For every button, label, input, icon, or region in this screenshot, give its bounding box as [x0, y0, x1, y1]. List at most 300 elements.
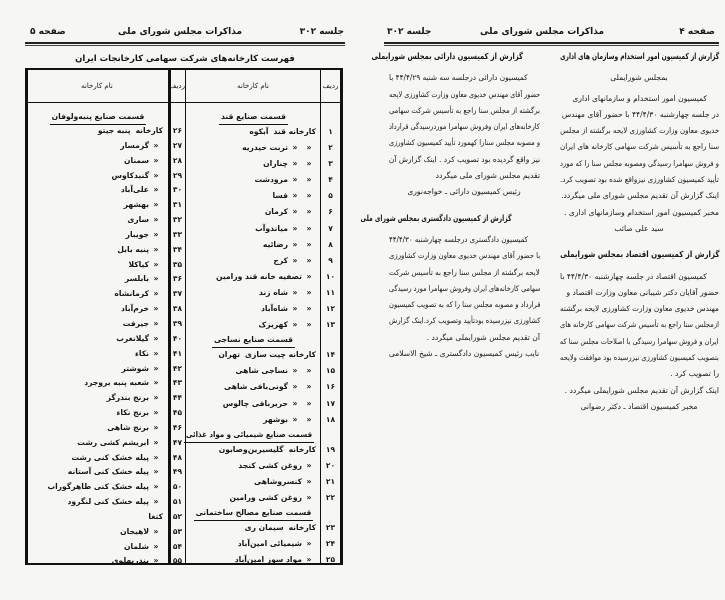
factory-name: جویبار	[125, 229, 149, 239]
ditto-mark: «	[153, 170, 159, 180]
report-line	[559, 317, 719, 333]
report-line-text: کمیسیون اقتصاد در جلسه چهارشنبه ۴۴/۴/۳۰ با	[560, 271, 707, 281]
report-title-text: گزارش از کمیسیون دارائی بمجلس شورایملی	[371, 51, 523, 61]
factories-table	[25, 68, 343, 565]
table-row	[30, 362, 183, 377]
ditto-mark: «	[306, 159, 312, 169]
ditto-mark: «	[306, 398, 312, 408]
row-content	[107, 391, 166, 406]
table-row	[30, 406, 183, 421]
row-number: ۵۳	[172, 526, 183, 536]
row-number: ۲۷	[172, 140, 183, 150]
report-signature-text: سید علی صائب	[614, 223, 664, 233]
row-content	[84, 376, 166, 391]
row-number: ۵۵	[172, 556, 183, 566]
report-line-text: لایحه برگشته از مجلس سنا راجع به تأسیس شرکت	[389, 267, 540, 277]
row-number: ۱۰	[325, 271, 336, 281]
report-line	[559, 107, 719, 123]
ditto-mark: «	[153, 482, 159, 492]
table-title: فهرست کارخانه‌های شرکت سهامی کارخانجات ایران	[75, 54, 295, 64]
row-content	[120, 139, 166, 154]
table-row	[188, 458, 336, 474]
row-content	[107, 421, 166, 436]
factory-prefix: کارخانه چیت سازی	[245, 350, 316, 360]
row-number: ۲۵	[325, 555, 336, 565]
row-content	[98, 124, 166, 139]
row-number: ۳۸	[172, 304, 183, 314]
report-title	[559, 48, 719, 64]
ditto-mark: «	[153, 437, 159, 447]
report-title-text: گزارش از کمیسیون دادگستری بمجلس شورای ملی	[360, 212, 512, 223]
running-title: مذاکرات مجلس شورای ملی	[479, 27, 605, 37]
table-row	[188, 552, 336, 568]
ditto-mark: «	[153, 408, 159, 418]
table-row	[30, 272, 183, 287]
report-line	[388, 70, 540, 86]
table-row	[188, 172, 333, 188]
factory-name: بندرپهلوی	[111, 556, 149, 566]
row-content	[263, 156, 319, 172]
ditto-mark: «	[292, 382, 298, 392]
factory-name: پیله خشک کنی آستانه	[67, 467, 149, 477]
report-line-text: مخبر کمیسیون امور استخدام وسازمانهای اداری .	[564, 207, 719, 217]
ditto-mark: «	[306, 271, 312, 281]
row-content	[238, 536, 319, 552]
section-heading-label: قسمت صنایع نساجی	[212, 333, 295, 348]
row-content	[128, 258, 166, 273]
ditto-mark: «	[292, 223, 298, 233]
report-line-text: ایران و فروش سهامرا رسیدگی با اصلاحات مجلس سنا که	[560, 336, 719, 346]
factory-name: پنبه جیتو	[97, 126, 131, 135]
report-subtitle	[559, 70, 719, 86]
ditto-mark: «	[306, 539, 312, 549]
row-number: ۳۶	[172, 274, 183, 284]
right-factory-list	[185, 110, 336, 568]
report-line	[559, 383, 719, 399]
factory-name: گرمسار	[120, 140, 149, 150]
ditto-mark: «	[306, 320, 312, 330]
table-row	[30, 287, 183, 302]
row-content	[112, 169, 166, 184]
ditto-mark: «	[292, 304, 298, 314]
ditto-mark: «	[306, 492, 312, 502]
section-heading-label: قسمت صنایع مصالح ساختمانی	[194, 506, 314, 521]
report-line-text: حضور آقایان دکتر شیبانی معاون وزارت اقتصاد و	[566, 287, 719, 297]
report-line	[388, 232, 540, 248]
report-title-text: گزارش از کمیسیون امور استخدام وسازمان های اداری	[559, 51, 719, 61]
ditto-mark: «	[153, 318, 159, 328]
factory-name: برنج نکاء	[116, 408, 149, 418]
factory-name: شاه زند	[258, 287, 288, 297]
table-row	[30, 243, 183, 258]
row-content	[127, 213, 166, 228]
factory-name: گلیسیرین‌وصابون	[218, 444, 284, 454]
row-content	[245, 520, 319, 536]
table-row	[30, 495, 183, 510]
ditto-mark: «	[292, 175, 298, 185]
ditto-mark: «	[306, 287, 312, 297]
table-row	[30, 480, 183, 495]
ditto-mark: «	[306, 239, 312, 249]
ditto-mark: «	[153, 304, 159, 314]
row-number: ۲۱	[325, 476, 336, 486]
report-line	[388, 152, 540, 168]
ditto-mark: «	[292, 255, 298, 265]
report-line-text: سهامی کارخانه‌های ایران وفروش سهامرا مورد رسیدگی	[388, 283, 540, 293]
table-row	[188, 140, 333, 156]
name-header: نام کارخانه	[237, 82, 269, 90]
report-line	[388, 87, 540, 103]
report-line	[559, 269, 719, 285]
table-row	[30, 540, 183, 555]
row-number: ۱۱	[325, 287, 336, 297]
section-heading-label: قسمت صنایع شیمیائی و مواد غذائی	[184, 428, 314, 443]
row-number: ۴۱	[172, 348, 183, 358]
ditto-mark: «	[153, 348, 159, 358]
factory-name: شوشتر	[121, 363, 149, 373]
report-line-text: خدیوی معاون وزارت کشاورزی لایحه برگشته از مجلس	[559, 126, 719, 136]
factory-name: خرم‌آباد	[121, 304, 149, 314]
report-line	[388, 297, 540, 313]
row-content	[135, 347, 166, 362]
factory-name: پیله خشک کنی لنگرود	[67, 497, 149, 507]
table-row	[188, 347, 336, 363]
row-content	[71, 451, 166, 466]
report-line	[559, 205, 719, 221]
report-line-text: تقدیم مجلس شورای ملی میگردد	[435, 171, 540, 181]
row-number: ۱۸	[325, 414, 336, 424]
factory-prefix: کارخانه	[288, 444, 316, 454]
row-number: ۲۲	[325, 492, 336, 502]
table-row	[30, 525, 183, 540]
report-line	[559, 301, 719, 317]
ditto-mark: «	[306, 223, 312, 233]
report-line-text: نیز واقع گردیده بود تصویب کرد . اینک گزارش آن	[388, 154, 540, 164]
table-row	[188, 490, 336, 506]
report-line-text: کشاورزی نیزرسیده بودتأیید وتصویب کرد.اینک گزارش	[388, 316, 540, 326]
row-number: ۳۷	[172, 289, 183, 299]
factory-name: تربت حیدریه	[242, 143, 288, 153]
factory-name: جیرفت	[122, 318, 149, 328]
ditto-mark: «	[153, 289, 159, 299]
row-number: ۴۴	[172, 393, 183, 403]
report-signature	[559, 399, 719, 415]
section-heading	[188, 333, 319, 347]
factory-name: حریربافی چالوس	[222, 398, 288, 408]
ditto-mark: «	[153, 422, 159, 432]
row-number: ۱۴	[325, 350, 336, 360]
section-heading	[30, 110, 166, 124]
left-page	[0, 0, 362, 600]
row-content	[68, 465, 166, 480]
factory-name: آبکوه	[249, 127, 269, 136]
report-signature	[559, 221, 719, 237]
row-content	[124, 154, 166, 169]
row-number: ۱۷	[325, 398, 336, 408]
row-number: ۷	[328, 223, 333, 233]
table-row	[30, 198, 183, 213]
ditto-mark: «	[153, 333, 159, 343]
table-row	[188, 379, 336, 395]
table-row	[30, 154, 183, 169]
table-row	[30, 183, 183, 198]
ditto-mark: «	[153, 467, 159, 477]
table-row	[30, 465, 183, 480]
row-number: ۳۲	[172, 215, 183, 225]
row-number: ۲۹	[172, 170, 183, 180]
factory-name: پیله خشک کنی رشت	[71, 452, 149, 462]
factory-name: گونی‌بافی شاهی	[224, 382, 288, 392]
report-line-text: کارخانه‌های ایران وفروش سهامرا موردرسیدگی قرارداد	[389, 122, 540, 132]
factory-name: سمنان	[124, 155, 149, 165]
row-content	[265, 204, 319, 220]
table-row	[30, 510, 183, 525]
ditto-mark: «	[153, 200, 159, 210]
table-row	[188, 188, 333, 204]
column-divider	[185, 70, 186, 563]
row-content	[68, 495, 166, 510]
table-row	[188, 396, 336, 412]
row-number: ۵۱	[172, 497, 183, 507]
report-signature	[388, 346, 540, 362]
ditto-mark: «	[292, 159, 298, 169]
left-factory-list	[30, 110, 183, 569]
row-number: ۱۲	[325, 304, 336, 314]
factory-name: برنج شاهی	[107, 422, 149, 432]
table-row	[30, 139, 183, 154]
report-line-text: اینک گزارش آن تقدیم مجلس شورای ملی میگردد.	[561, 191, 719, 201]
factory-name: کهریزک	[258, 320, 288, 330]
report-line	[559, 156, 719, 172]
table-row	[188, 221, 333, 237]
table-row	[188, 285, 336, 301]
factory-name: لاهیجان	[120, 526, 149, 536]
factory-name: برنج بندرگز	[106, 393, 149, 403]
report-line	[559, 334, 719, 350]
factory-name: کیاکلا	[128, 259, 149, 269]
row-content	[121, 362, 166, 377]
report-line-text: تأیید کمیسیون کشاورزی نیزواقع شده بود تصویب کرد.	[560, 175, 719, 185]
ditto-mark: «	[306, 207, 312, 217]
row-content	[116, 406, 166, 421]
report-body	[388, 70, 540, 184]
factory-name: بوشهر	[263, 414, 288, 424]
table-row	[188, 442, 336, 458]
factory-name: مرودشت	[254, 175, 288, 185]
factory-name: گنبدکاوس	[111, 170, 149, 180]
ditto-mark: «	[153, 229, 159, 239]
ditto-mark: «	[292, 414, 298, 424]
row-number: ۴۶	[172, 422, 183, 432]
table-row	[30, 317, 183, 332]
ditto-mark: «	[153, 497, 159, 507]
report-line	[388, 248, 540, 264]
ditto-mark: «	[292, 239, 298, 249]
ditto-mark: «	[153, 244, 159, 254]
ditto-mark: «	[153, 259, 159, 269]
ditto-mark: «	[292, 143, 298, 153]
ditto-mark: «	[292, 366, 298, 376]
report-body	[559, 269, 719, 399]
section-heading	[188, 110, 319, 124]
row-number: ۲۸	[172, 155, 183, 165]
factory-name: نساجی شاهی	[235, 366, 288, 376]
report-line	[388, 265, 540, 281]
row-content	[254, 474, 319, 490]
row-number: ۴۹	[172, 467, 183, 477]
ditto-mark: «	[306, 255, 312, 265]
factory-name: کتغا	[148, 511, 163, 521]
ditto-mark: «	[306, 414, 312, 424]
ditto-mark: «	[153, 155, 159, 165]
factory-name: ابریشم کشی رشت	[77, 437, 149, 447]
ditto-mark: «	[306, 460, 312, 470]
ditto-mark: «	[306, 304, 312, 314]
report-line	[559, 139, 719, 155]
running-title: مذاکرات مجلس شورای ملی	[117, 27, 243, 37]
factory-name: بهشهر	[123, 200, 149, 210]
report-line-text: و فروش سهامرا رسیدگی ومصوبه مجلس سنا را که مورد	[560, 158, 719, 168]
factory-name: علی‌آباد	[120, 185, 149, 195]
report-line-text: حضور آقای مهندس خدیوی معاون وزارت کشاورزی لایحه	[388, 89, 540, 99]
row-content	[263, 237, 319, 253]
table-row	[30, 332, 183, 347]
table-row	[30, 347, 183, 362]
ditto-mark: «	[292, 320, 298, 330]
ditto-mark: «	[153, 378, 159, 388]
report-line-text: در جلسه چهارشنبه ۴۴/۴/۳۰ با حضور آقای مهندس	[561, 109, 719, 119]
table-row	[30, 451, 183, 466]
report-line-text: با حضور آقای مهندس خدیوی معاون وزارت کشاورزی	[388, 251, 540, 261]
row-content	[148, 510, 166, 525]
ditto-mark: «	[153, 363, 159, 373]
row-content	[47, 480, 166, 495]
factory-name: ساری	[127, 215, 149, 225]
name-header: نام کارخانه	[81, 82, 113, 90]
row-content	[123, 317, 166, 332]
ditto-mark: «	[306, 476, 312, 486]
report-signature-text: مخبر کمیسیون اقتصاد ـ دکتر رضوانی	[580, 401, 698, 411]
report-line	[559, 285, 719, 301]
report-line	[388, 135, 540, 151]
report-title-text: گزارش از کمیسیون اقتصاد بمجلس شورایملی	[559, 249, 719, 260]
row-number: ۵۰	[172, 482, 183, 492]
row-content	[126, 228, 166, 243]
factory-name: کرمان	[264, 207, 288, 217]
row-number: ۳۵	[172, 259, 183, 269]
row-number: ۹	[328, 255, 333, 265]
row-number: ۲۰	[325, 460, 336, 470]
row-content	[258, 317, 319, 333]
row-content	[77, 436, 166, 451]
header-rule	[25, 42, 345, 46]
factory-name: پیله خشک کنی طاهرگوراب	[47, 482, 149, 492]
report-line	[559, 91, 719, 107]
row-content	[121, 302, 166, 317]
table-row	[188, 156, 333, 172]
ditto-mark: «	[306, 143, 312, 153]
report-line-text: کمیسیون دارائی درجلسه سه شنبه ۴۴/۴/۲۹ با	[389, 73, 528, 83]
ditto-mark: «	[153, 541, 159, 551]
ditto-mark: «	[306, 382, 312, 392]
factory-name: گیلانغرب	[116, 333, 149, 343]
row-content	[125, 272, 166, 287]
right-page	[362, 0, 725, 600]
row-number: ۱۹	[325, 444, 336, 454]
table-row	[188, 253, 333, 269]
factory-name: بابلسر	[124, 274, 149, 284]
header-divider	[28, 102, 340, 103]
row-content	[120, 525, 166, 540]
factory-name: مواد سوز امین‌آباد	[234, 555, 302, 565]
row-number: ۳۴	[172, 244, 183, 254]
row-content	[238, 458, 319, 474]
table-row	[30, 554, 183, 569]
ditto-mark: «	[153, 556, 159, 566]
row-number: ۵۲	[172, 511, 183, 521]
row-content	[112, 554, 166, 569]
row-number: ۱۵	[325, 366, 336, 376]
table-row	[30, 421, 183, 436]
report-line-text: آن تقدیم مجلس شورایملی میگردد .	[426, 332, 540, 342]
row-content	[273, 253, 319, 269]
table-row	[30, 391, 183, 406]
row-number: ۱۳	[325, 320, 336, 330]
table-row	[30, 124, 183, 139]
report-signature-text: رئیس کمیسیون دارائی ـ خواجه‌نوری	[407, 187, 521, 197]
factory-name: شاه‌آباد	[260, 304, 288, 314]
table-row	[188, 536, 336, 552]
ditto-mark: «	[292, 398, 298, 408]
row-content	[117, 243, 166, 258]
report-title	[371, 48, 540, 64]
row-content	[261, 301, 319, 317]
row-content	[229, 490, 319, 506]
row-number: ۱	[328, 127, 333, 136]
report-line	[559, 366, 719, 382]
factory-prefix: کارخانه	[288, 523, 316, 533]
factory-name: کنسروشاهی	[254, 476, 302, 486]
ditto-mark: «	[306, 366, 312, 376]
row-number: ۲۳	[325, 523, 336, 533]
report-employment-commission	[559, 48, 719, 415]
row-number: ۴۷	[172, 437, 183, 447]
page-number: صفحه ۴	[679, 27, 715, 37]
report-body	[388, 232, 540, 346]
row-number: ۲۶	[172, 126, 183, 135]
report-line-text: مهندس خدیوی معاون وزارت کشاورزی لایحه برگشته	[560, 304, 719, 314]
factory-name: نکاء	[134, 348, 149, 358]
report-body	[559, 91, 719, 221]
row-content	[223, 396, 319, 412]
row-content	[216, 269, 319, 285]
table-row	[30, 376, 183, 391]
report-signature	[388, 184, 540, 200]
factory-prefix: کارخانه	[135, 126, 163, 135]
row-number: ۲	[328, 143, 333, 153]
report-line-text: ازمجلس سنا راجع به تأسیس شرکت سهامی کارخانه های	[560, 320, 719, 330]
factory-prefix: کارخانه قند	[273, 127, 316, 136]
row-number: ۶	[328, 207, 333, 217]
row-number: ۳۰	[172, 185, 183, 195]
session-number: جلسه ۳۰۲	[299, 27, 344, 37]
ditto-mark: «	[153, 215, 159, 225]
ditto-mark: «	[292, 287, 298, 297]
row-content	[218, 347, 319, 363]
factory-name: فسا	[272, 191, 288, 201]
row-number: ۸	[328, 239, 333, 249]
row-content	[124, 198, 166, 213]
